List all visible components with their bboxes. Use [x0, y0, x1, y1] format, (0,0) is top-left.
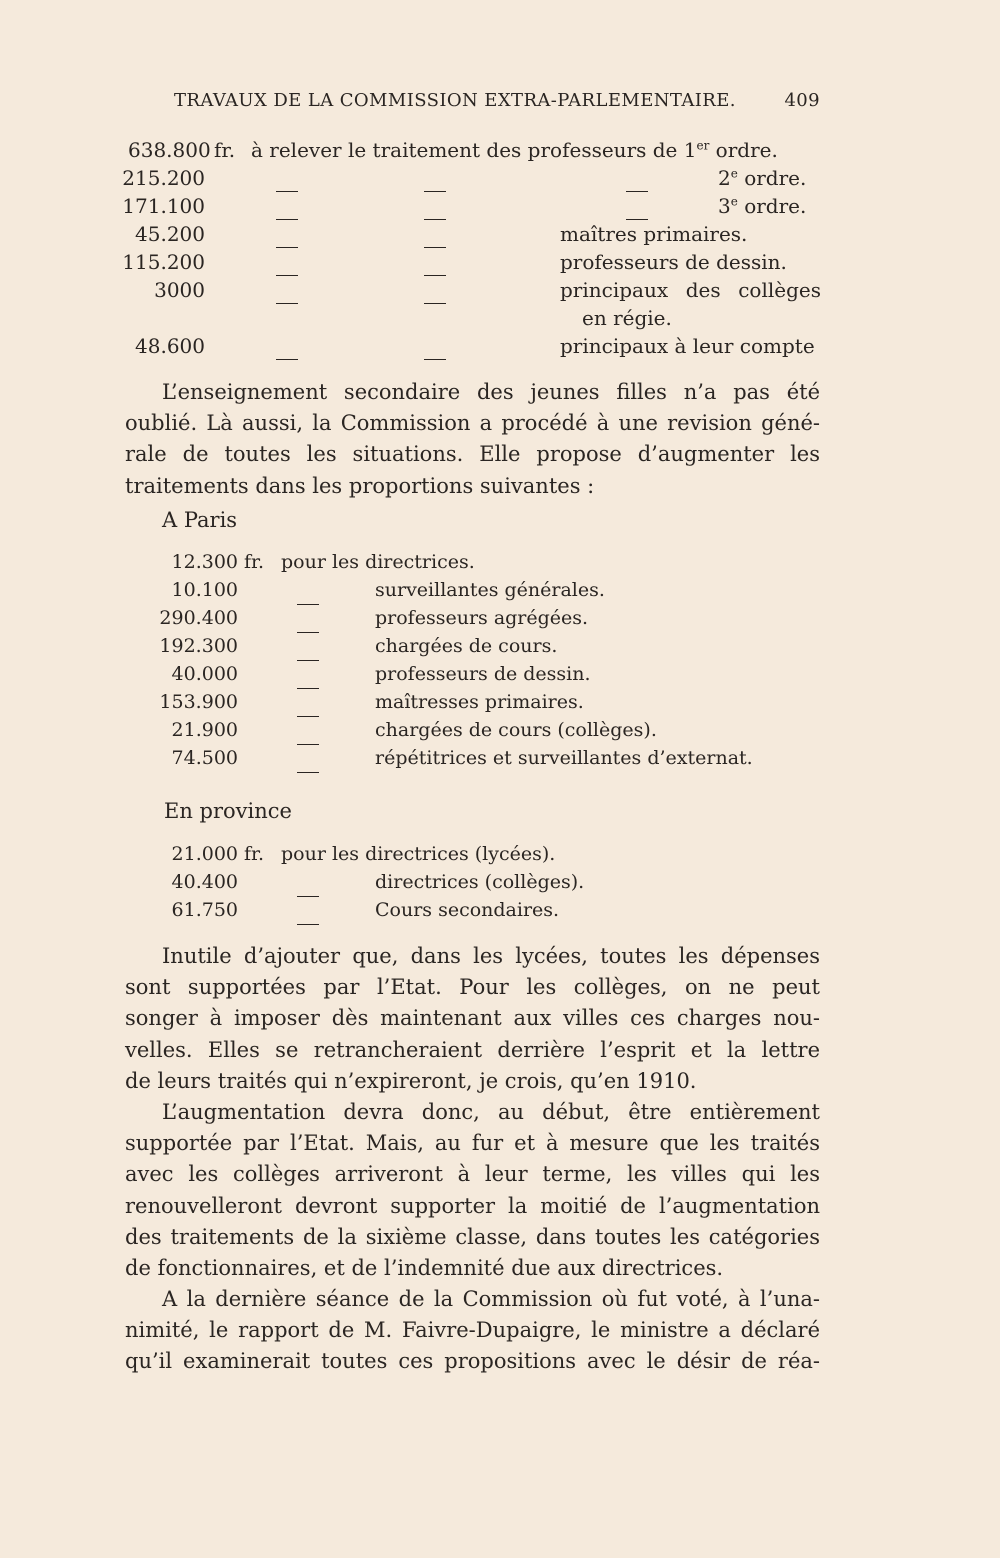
text-line: des traitements de la sixième classe, dans toutes les catégories [125, 1224, 820, 1249]
ditto-dash [424, 178, 446, 202]
ditto-dash [297, 675, 319, 699]
table-row-label: pour les directrices (lycées). [281, 843, 556, 865]
ditto-dash [424, 262, 446, 286]
text-line: avec les collèges arriveront à leur terme, les villes qui les [125, 1162, 820, 1187]
table-row-unit: fr. [244, 843, 265, 865]
text-line: traitements dans les proportions suivantes : [125, 473, 595, 498]
table-row-amount: 21.900 [171, 719, 238, 741]
ditto-dash [276, 262, 298, 286]
table-row-amount: 192.300 [159, 635, 238, 657]
section-heading-paris: A Paris [162, 508, 238, 532]
table-row-unit: fr. [214, 138, 236, 162]
table-row-amount: 171.100 [122, 194, 205, 218]
text-line: supportée par l’Etat. Mais, au fur et à mesure que les traités [125, 1131, 820, 1156]
section-heading-province: En province [164, 799, 292, 823]
table-row-label-continuation: en régie. [582, 306, 672, 330]
ditto-dash [424, 206, 446, 230]
text-line: Inutile d’ajouter que, dans les lycées, toutes les dépenses [162, 944, 820, 968]
header-title: TRAVAUX DE LA COMMISSION EXTRA-PARLEMENTAIRE. [174, 90, 736, 111]
table-row-amount: 40.400 [171, 871, 238, 893]
ditto-dash [297, 883, 319, 907]
ditto-dash [424, 346, 446, 370]
table-row-amount: 74.500 [171, 747, 238, 769]
paragraph-derniere-seance [125, 1284, 820, 1378]
text-line: sont supportées par l’Etat. Pour les collèges, on ne peut [125, 975, 820, 1000]
table-row-label: directrices (collèges). [375, 871, 585, 893]
table-row-label: maîtres primaires. [560, 222, 748, 246]
text-line: qu’il examinerait toutes ces propositions avec le désir de réa- [125, 1349, 820, 1374]
text-line: de leurs traités qui n’expireront, je crois, qu’en 1910. [125, 1068, 697, 1093]
table-row-label: 2e ordre. [718, 166, 807, 190]
text-line: rale de toutes les situations. Elle propose d’augmenter les [125, 442, 820, 467]
table-row-label: 3e ordre. [718, 194, 807, 218]
table-row-label: pour les directrices. [281, 551, 475, 573]
table-row-amount: 61.750 [171, 899, 238, 921]
ditto-dash [297, 731, 319, 755]
paragraph-intro [125, 377, 820, 502]
text-line: oublié. Là aussi, la Commission a procédé à une revision géné- [125, 411, 820, 436]
table-row-label: répétitrices et surveillantes d’externat. [375, 747, 753, 769]
table-row-label: chargées de cours (collèges). [375, 719, 657, 741]
table-row-amount: 21.000 [171, 843, 238, 865]
text-line: velles. Elles se retrancheraient derrière l’esprit et la lettre [125, 1037, 820, 1062]
table-row-label: professeurs de dessin. [375, 663, 591, 685]
text-line: A la dernière séance de la Commission où fut voté, à l’una- [162, 1287, 820, 1311]
table-row-label: surveillantes générales. [375, 579, 605, 601]
table-row-label: professeurs agrégées. [375, 607, 589, 629]
ditto-dash [297, 911, 319, 935]
table-row-label: Cours secondaires. [375, 899, 560, 921]
table-row-amount: 115.200 [122, 250, 205, 274]
table-row-amount: 215.200 [122, 166, 205, 190]
table-row-amount: 40.000 [171, 663, 238, 685]
ditto-dash [276, 346, 298, 370]
text-line: de fonctionnaires, et de l’indemnité due aux directrices. [125, 1256, 724, 1281]
table-row-amount: 290.400 [159, 607, 238, 629]
ditto-dash [297, 591, 319, 615]
table-row-amount: 45.200 [135, 222, 205, 246]
table-row-amount: 3000 [154, 278, 205, 302]
ditto-dash [424, 234, 446, 258]
table-row-text: à relever le traitement des professeurs de 1er ordre. [251, 138, 778, 162]
page-number: 409 [784, 90, 820, 111]
table-row-amount: 10.100 [171, 579, 238, 601]
ditto-dash [276, 234, 298, 258]
table-row-amount: 48.600 [135, 334, 205, 358]
ditto-dash [626, 178, 648, 202]
text-line: nimité, le rapport de M. Faivre-Dupaigre, le ministre a déclaré [125, 1318, 820, 1343]
table-row-unit: fr. [244, 551, 265, 573]
ditto-dash [297, 619, 319, 643]
table-row-label: maîtresses primaires. [375, 691, 584, 713]
table-row-amount: 638.800 [128, 138, 211, 162]
ditto-dash [276, 290, 298, 314]
table-row-label: chargées de cours. [375, 635, 558, 657]
text-line: renouvelleront devront supporter la moitié de l’augmentation [125, 1193, 820, 1218]
text-line: songer à imposer dès maintenant aux villes ces charges nou- [125, 1006, 820, 1031]
text-line: L’enseignement secondaire des jeunes filles n’a pas été [162, 380, 820, 404]
paragraph-lycees [125, 941, 820, 1097]
table-row-label: principaux à leur compte [560, 334, 815, 358]
table-row-label: professeurs de dessin. [560, 250, 787, 274]
ditto-dash [424, 290, 446, 314]
ditto-dash [297, 703, 319, 727]
ditto-dash [276, 178, 298, 202]
ditto-dash [297, 647, 319, 671]
table-row-amount: 12.300 [171, 551, 238, 573]
ditto-dash [276, 206, 298, 230]
text-line: L’augmentation devra donc, au début, être entièrement [162, 1100, 820, 1124]
ditto-dash [297, 759, 319, 783]
table-row-label: principaux des collèges [560, 278, 821, 302]
paragraph-augmentation [125, 1097, 820, 1284]
table-row-amount: 153.900 [159, 691, 238, 713]
